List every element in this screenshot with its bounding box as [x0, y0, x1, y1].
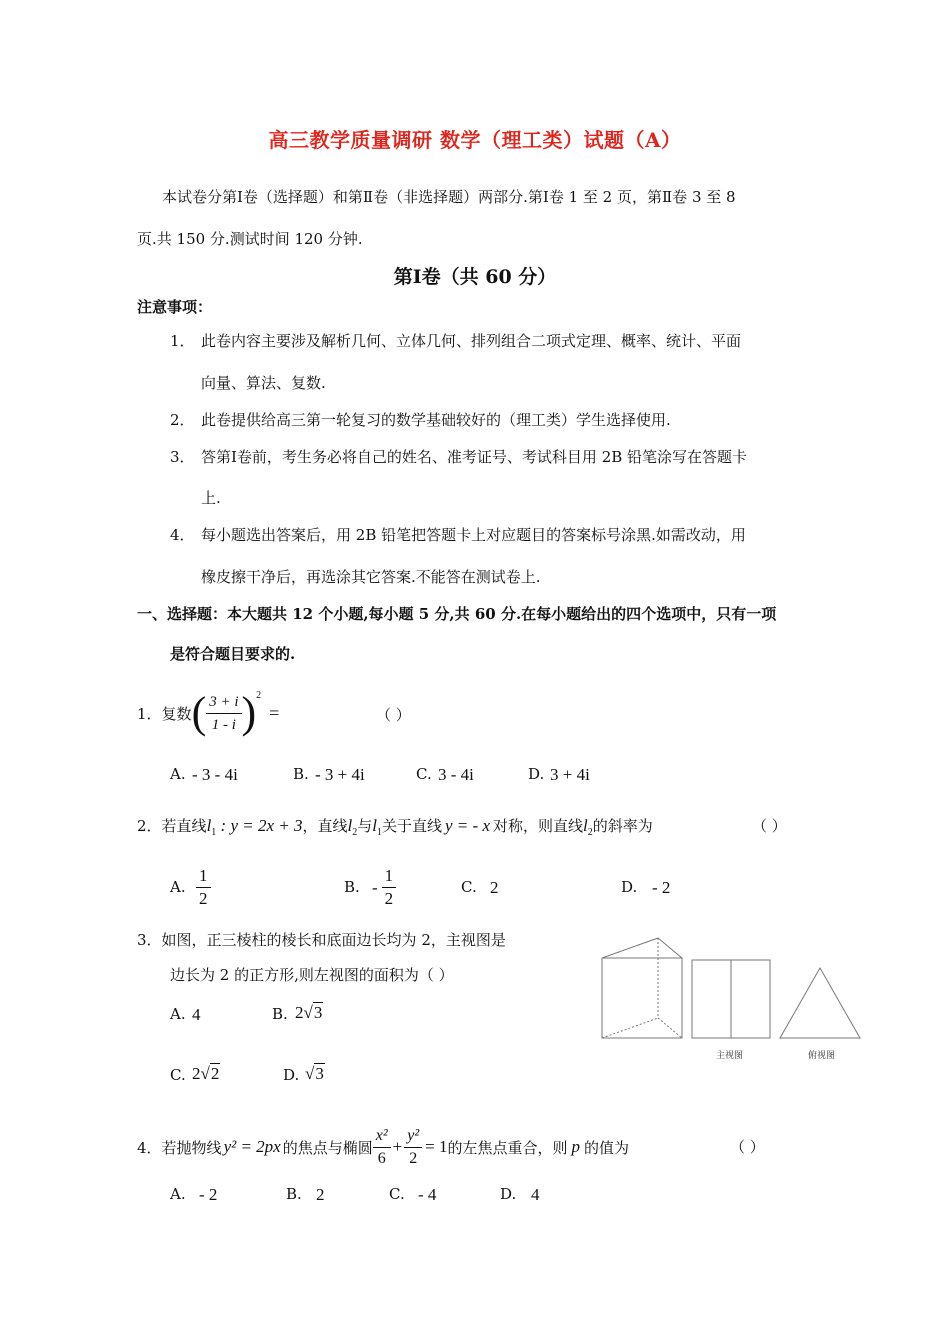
fraction-denominator: 2	[199, 889, 208, 908]
question-text: ，直线	[302, 817, 348, 835]
question-3	[137, 929, 506, 950]
intro-line-1: 本试卷分第Ⅰ卷（选择题）和第Ⅱ卷（非选择题）两部分.第Ⅰ卷 1 至 2 页，第Ⅱ卷 3 至 8	[162, 188, 736, 206]
fraction-denominator: 2	[384, 889, 394, 908]
question-text: 如图，正三棱柱的棱长和底面边长均为 2，主视图是	[161, 931, 506, 949]
note-text: 答第Ⅰ卷前，考生务必将自己的姓名、准考证号、考试科目用 2B 铅笔涂写在答题卡	[201, 448, 748, 466]
subscript: 2	[587, 827, 593, 838]
intro-line-2: 页.共 150 分.测试时间 120 分钟.	[137, 230, 363, 248]
option-value: 4	[531, 1185, 540, 1204]
option-value	[305, 1064, 325, 1084]
option-label: C.	[461, 878, 477, 896]
answer-blank: （ ）	[376, 706, 411, 724]
question-text: 关于直线	[382, 817, 443, 835]
note-number: 4．	[170, 526, 195, 544]
part-instructions: 一、选择题：本大题共 12 个小题,每小题 5 分,共 60 分.在每小题给出的四个选项中，只有一项	[137, 605, 777, 623]
question-number: 1．	[137, 704, 162, 723]
prism-hidden-edge	[602, 1018, 658, 1038]
question-1	[137, 688, 279, 738]
fraction-numerator: 1	[382, 865, 397, 888]
option-value	[196, 865, 211, 910]
page-title: 高三教学质量调研 数学（理工类）试题（A）	[268, 128, 682, 152]
note-number: 1．	[170, 332, 195, 350]
fraction-numerator: y²	[404, 1125, 422, 1148]
fraction-denominator: 1 - i	[211, 716, 236, 733]
fraction-numerator: x²	[373, 1125, 391, 1148]
math-symbol: l	[347, 816, 353, 835]
radical-coefficient: 2	[295, 1003, 304, 1022]
top-view-triangle	[780, 968, 860, 1038]
option-value	[372, 865, 396, 910]
question-stem: 复数	[161, 704, 192, 723]
question-text: 的值为	[584, 1138, 630, 1157]
note-text: 此卷提供给高三第一轮复习的数学基础较好的（理工类）学生选择使用.	[201, 411, 671, 429]
equation: : y = 2x + 3	[216, 816, 303, 835]
prism-hidden-edge	[658, 1018, 682, 1038]
option-value: - 3 - 4i	[192, 765, 238, 784]
option-value	[295, 1003, 323, 1023]
option-label: C.	[389, 1185, 405, 1203]
radicand: 3	[313, 1003, 323, 1022]
equation: y = - x	[445, 816, 490, 835]
option-label: B.	[272, 1005, 288, 1023]
sqrt-icon: √	[200, 1064, 210, 1083]
fraction-denominator: 2	[409, 1149, 418, 1167]
front-view-caption: 主视图	[716, 1051, 744, 1061]
option-label: A.	[170, 1185, 186, 1203]
minus-sign: -	[372, 877, 378, 897]
prism-views-figure	[598, 936, 864, 1066]
fraction-numerator: 1	[196, 865, 211, 888]
top-view-caption: 俯视图	[808, 1051, 836, 1061]
fraction-denominator: 6	[377, 1149, 386, 1167]
note-text-continued: 橡皮擦干净后，再选涂其它答案.不能答在测试卷上.	[201, 568, 541, 586]
question-number: 4．	[137, 1138, 162, 1157]
question-number: 3．	[137, 931, 162, 949]
question-2	[137, 815, 653, 838]
note-text-continued: 向量、算法、复数.	[201, 374, 326, 392]
prism-perspective-drawing	[602, 938, 682, 1038]
left-paren: (	[191, 688, 207, 737]
note-number: 2．	[170, 411, 195, 429]
subscript: 1	[211, 827, 217, 838]
question-text: 的左焦点重合，则	[447, 1138, 568, 1157]
radicand: 2	[210, 1064, 220, 1083]
option-value: - 4	[418, 1185, 437, 1204]
question-text: 若抛物线	[161, 1138, 222, 1157]
option-value: - 2	[652, 878, 671, 897]
equation: = 1	[425, 1137, 448, 1156]
option-label: B.	[344, 878, 360, 896]
subscript: 1	[377, 827, 382, 838]
question-number: 2．	[137, 817, 162, 835]
option-value: - 2	[199, 1185, 218, 1204]
question-text: 若直线	[161, 817, 207, 835]
sqrt-icon: √	[305, 1064, 315, 1083]
question-text: 对称，则直线	[493, 817, 584, 835]
plus-sign: +	[392, 1137, 403, 1156]
option-value: 2	[316, 1185, 325, 1204]
answer-blank: （ ）	[730, 1138, 765, 1156]
part-instructions-continued: 是符合题目要求的.	[170, 645, 296, 663]
option-label: C.	[170, 1066, 186, 1084]
right-paren: )	[241, 688, 257, 737]
question-text: 的斜率为	[592, 817, 653, 835]
prism-front-face	[602, 958, 682, 1038]
option-label: B.	[286, 1185, 302, 1203]
option-value: 3 + 4i	[550, 765, 590, 784]
option-label: A.	[170, 1005, 186, 1023]
radicand: 3	[315, 1064, 324, 1083]
fraction	[373, 1125, 391, 1170]
math-symbol: l	[206, 816, 212, 835]
prism-edge	[658, 938, 682, 958]
option-label: C.	[416, 765, 432, 783]
math-symbol: l	[583, 816, 588, 835]
answer-blank: （ ）	[752, 817, 787, 835]
radical-coefficient: 2	[192, 1064, 201, 1083]
fraction	[196, 865, 211, 910]
fraction	[404, 1125, 422, 1170]
fraction-numerator: 3 + i	[206, 691, 241, 714]
fraction	[382, 865, 397, 910]
option-value: 4	[192, 1005, 201, 1024]
option-label: B.	[293, 765, 309, 783]
top-view-drawing	[780, 968, 860, 1038]
option-value: 2	[490, 878, 499, 897]
option-value: - 3 + 4i	[315, 765, 365, 784]
equals-sign: =	[269, 702, 280, 723]
exponent: 2	[256, 690, 262, 701]
option-label: D.	[500, 1185, 517, 1203]
question-text: 的焦点与椭圆	[282, 1138, 373, 1157]
section-title: 第Ⅰ卷（共 60 分）	[393, 266, 557, 288]
option-label: D.	[283, 1066, 300, 1084]
note-text: 此卷内容主要涉及解析几何、立体几何、排列组合二项式定理、概率、统计、平面	[201, 332, 742, 350]
front-view-drawing	[692, 960, 770, 1038]
sqrt-icon: √	[303, 1003, 313, 1022]
option-label: A.	[170, 765, 186, 783]
question-4	[137, 1122, 629, 1172]
note-number: 3．	[170, 448, 195, 466]
option-label: A.	[170, 878, 186, 896]
fraction	[206, 691, 241, 736]
option-value	[192, 1064, 220, 1084]
note-text-continued: 上.	[201, 489, 221, 507]
equation: y² = 2px	[223, 1137, 281, 1156]
math-symbol: p	[571, 1137, 581, 1156]
notes-heading: 注意事项：	[137, 298, 213, 316]
question-text-continued: 边长为 2 的正方形,则左视图的面积为（ ）	[170, 966, 454, 984]
option-label: D.	[621, 878, 638, 896]
math-symbol: l	[372, 816, 377, 835]
subscript: 2	[352, 827, 358, 838]
option-label: D.	[528, 765, 545, 783]
note-text: 每小题选出答案后，用 2B 铅笔把答题卡上对应题目的答案标号涂黑.如需改动，用	[201, 526, 746, 544]
question-text: 与	[357, 817, 373, 835]
prism-edge	[602, 938, 658, 958]
option-value: 3 - 4i	[438, 765, 474, 784]
